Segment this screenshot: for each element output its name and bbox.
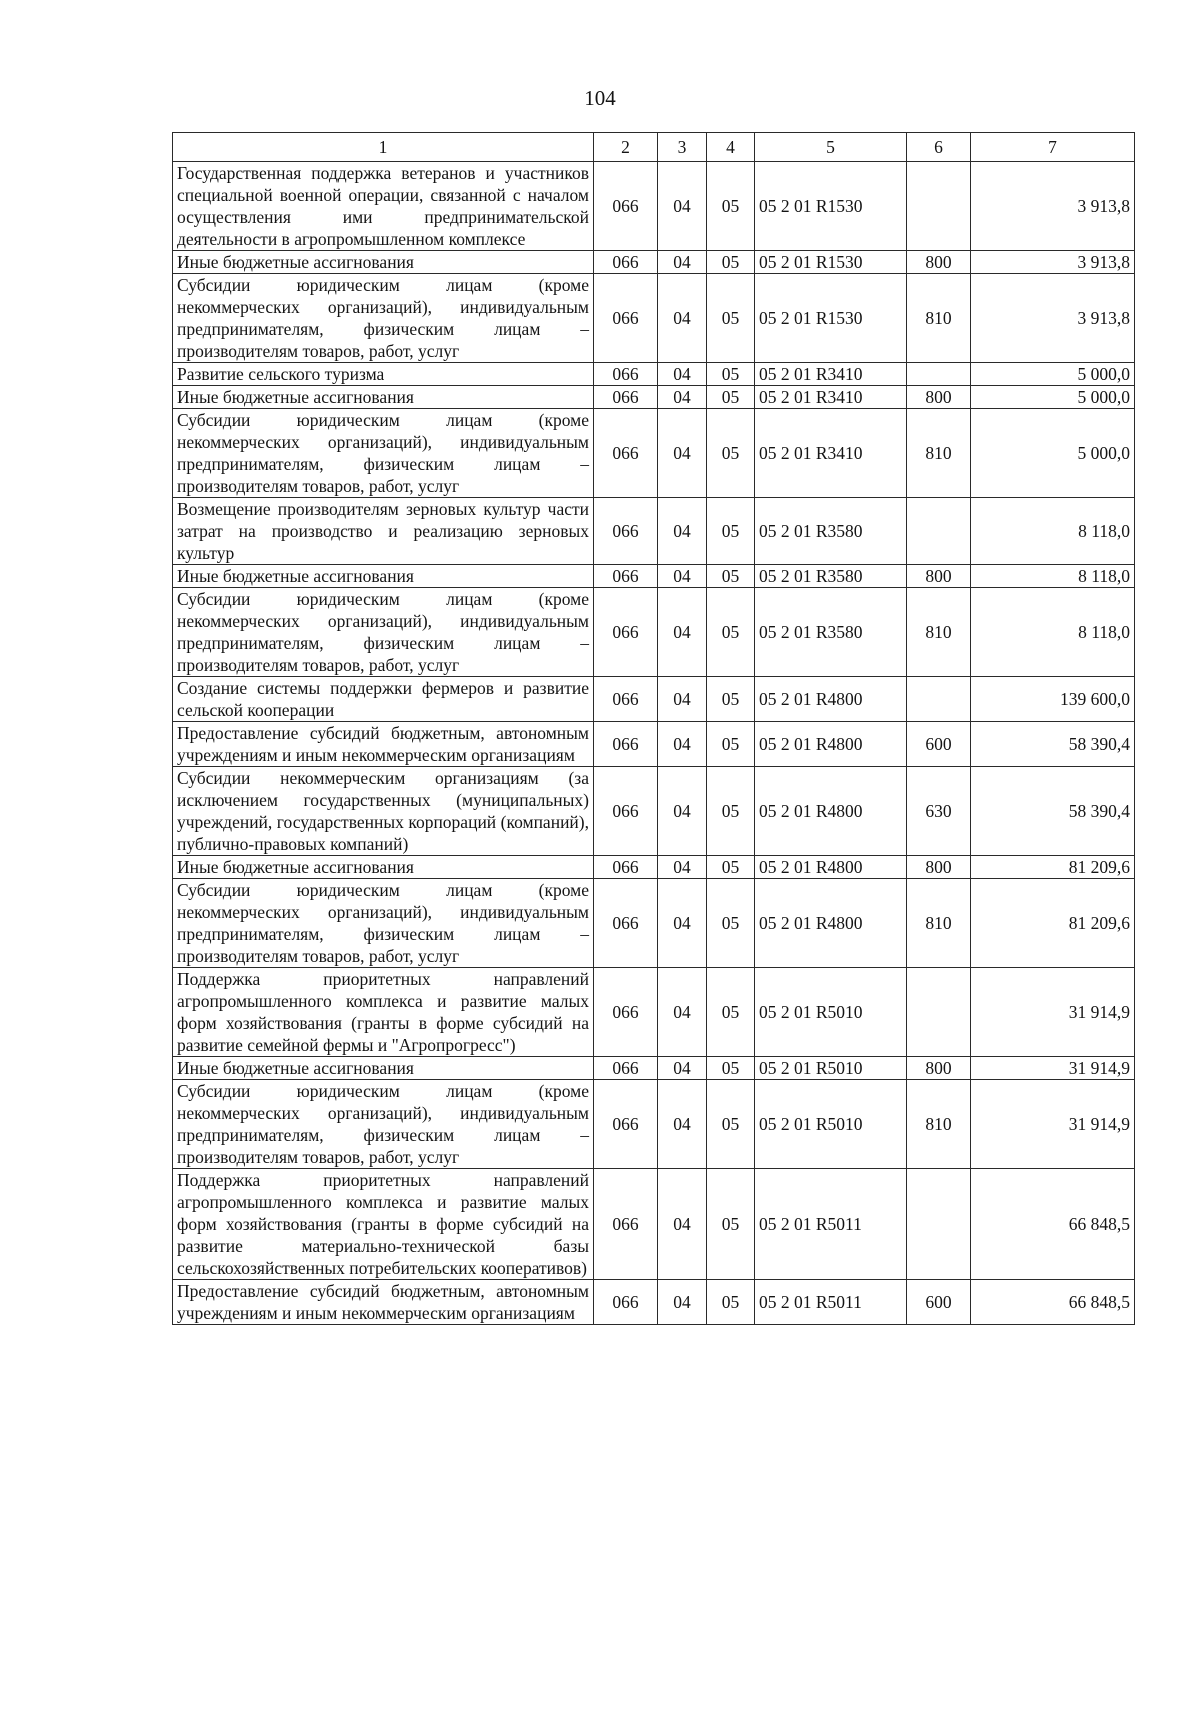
table-row xyxy=(173,1057,1135,1080)
cell-subsection: 05 xyxy=(707,1080,755,1169)
table-row xyxy=(173,1169,1135,1280)
row-name: Поддержка приоритетных направлений агропромышленного комплекса и развитие малых форм хозяйствования (гранты в форме субсидий на развитие материально-технической базы сельскохозяйственных потребительских кооперативов) xyxy=(173,1169,594,1280)
cell-target-article: 05 2 01 R4800 xyxy=(755,856,907,879)
row-name: Предоставление субсидий бюджетным, автономным учреждениям и иным некоммерческим организациям xyxy=(173,1280,594,1325)
cell-amount: 66 848,5 xyxy=(971,1169,1135,1280)
cell-subsection: 05 xyxy=(707,565,755,588)
cell-expense-type: 810 xyxy=(907,1080,971,1169)
table-row xyxy=(173,363,1135,386)
cell-amount: 8 118,0 xyxy=(971,588,1135,677)
budget-table xyxy=(172,132,1135,1325)
table-row xyxy=(173,565,1135,588)
cell-target-article: 05 2 01 R5010 xyxy=(755,1080,907,1169)
cell-section: 04 xyxy=(658,565,707,588)
cell-amount: 8 118,0 xyxy=(971,498,1135,565)
cell-subsection: 05 xyxy=(707,677,755,722)
cell-expense-type: 800 xyxy=(907,251,971,274)
row-name: Субсидии юридическим лицам (кроме некоммерческих организаций), индивидуальным предпринимателям, физическим лицам – производителям товаров, работ, услуг xyxy=(173,409,594,498)
cell-subsection: 05 xyxy=(707,251,755,274)
column-header-7: 7 xyxy=(971,133,1135,162)
cell-amount: 66 848,5 xyxy=(971,1280,1135,1325)
cell-target-article: 05 2 01 R3580 xyxy=(755,498,907,565)
cell-subsection: 05 xyxy=(707,968,755,1057)
cell-amount: 81 209,6 xyxy=(971,879,1135,968)
cell-amount: 3 913,8 xyxy=(971,162,1135,251)
cell-section: 04 xyxy=(658,1280,707,1325)
table-row xyxy=(173,1080,1135,1169)
cell-admin-code: 066 xyxy=(594,588,658,677)
cell-section: 04 xyxy=(658,274,707,363)
cell-amount: 3 913,8 xyxy=(971,251,1135,274)
cell-expense-type xyxy=(907,1169,971,1280)
cell-section: 04 xyxy=(658,879,707,968)
table-row xyxy=(173,274,1135,363)
cell-target-article: 05 2 01 R3410 xyxy=(755,363,907,386)
cell-target-article: 05 2 01 R5010 xyxy=(755,1057,907,1080)
row-name: Государственная поддержка ветеранов и участников специальной военной операции, связанной с началом осуществления ими предпринимательской деятельности в агропромышленном комплексе xyxy=(173,162,594,251)
cell-subsection: 05 xyxy=(707,1280,755,1325)
cell-amount: 139 600,0 xyxy=(971,677,1135,722)
cell-expense-type xyxy=(907,677,971,722)
cell-section: 04 xyxy=(658,363,707,386)
row-name: Возмещение производителям зерновых культур части затрат на производство и реализацию зерновых культур xyxy=(173,498,594,565)
cell-subsection: 05 xyxy=(707,1057,755,1080)
table-row xyxy=(173,409,1135,498)
cell-expense-type xyxy=(907,968,971,1057)
cell-admin-code: 066 xyxy=(594,722,658,767)
cell-subsection: 05 xyxy=(707,588,755,677)
cell-target-article: 05 2 01 R3410 xyxy=(755,409,907,498)
cell-target-article: 05 2 01 R4800 xyxy=(755,767,907,856)
cell-expense-type: 800 xyxy=(907,1057,971,1080)
table-row xyxy=(173,856,1135,879)
table-row xyxy=(173,251,1135,274)
cell-target-article: 05 2 01 R4800 xyxy=(755,677,907,722)
cell-target-article: 05 2 01 R4800 xyxy=(755,879,907,968)
cell-amount: 5 000,0 xyxy=(971,409,1135,498)
table-row xyxy=(173,677,1135,722)
row-name: Развитие сельского туризма xyxy=(173,363,594,386)
row-name: Иные бюджетные ассигнования xyxy=(173,251,594,274)
cell-amount: 58 390,4 xyxy=(971,722,1135,767)
cell-admin-code: 066 xyxy=(594,363,658,386)
cell-amount: 3 913,8 xyxy=(971,274,1135,363)
row-name: Субсидии некоммерческим организациям (за исключением государственных (муниципальных) учреждений, государственных корпораций (компаний), публично-правовых компаний) xyxy=(173,767,594,856)
cell-subsection: 05 xyxy=(707,162,755,251)
cell-subsection: 05 xyxy=(707,879,755,968)
table-row xyxy=(173,162,1135,251)
cell-amount: 8 118,0 xyxy=(971,565,1135,588)
page-number: 104 xyxy=(584,86,616,110)
cell-amount: 5 000,0 xyxy=(971,363,1135,386)
row-name: Субсидии юридическим лицам (кроме некоммерческих организаций), индивидуальным предпринимателям, физическим лицам – производителям товаров, работ, услуг xyxy=(173,588,594,677)
cell-expense-type: 800 xyxy=(907,856,971,879)
table-row xyxy=(173,879,1135,968)
cell-expense-type xyxy=(907,363,971,386)
row-name: Предоставление субсидий бюджетным, автономным учреждениям и иным некоммерческим организациям xyxy=(173,722,594,767)
cell-section: 04 xyxy=(658,968,707,1057)
cell-target-article: 05 2 01 R1530 xyxy=(755,274,907,363)
cell-target-article: 05 2 01 R1530 xyxy=(755,251,907,274)
cell-subsection: 05 xyxy=(707,856,755,879)
cell-admin-code: 066 xyxy=(594,565,658,588)
cell-expense-type: 810 xyxy=(907,588,971,677)
cell-subsection: 05 xyxy=(707,722,755,767)
cell-section: 04 xyxy=(658,162,707,251)
cell-amount: 31 914,9 xyxy=(971,1057,1135,1080)
cell-admin-code: 066 xyxy=(594,1080,658,1169)
cell-expense-type: 600 xyxy=(907,1280,971,1325)
cell-subsection: 05 xyxy=(707,1169,755,1280)
cell-amount: 5 000,0 xyxy=(971,386,1135,409)
table-row xyxy=(173,386,1135,409)
cell-expense-type: 810 xyxy=(907,274,971,363)
cell-expense-type xyxy=(907,162,971,251)
cell-section: 04 xyxy=(658,677,707,722)
row-name: Создание системы поддержки фермеров и развитие сельской кооперации xyxy=(173,677,594,722)
cell-admin-code: 066 xyxy=(594,498,658,565)
cell-admin-code: 066 xyxy=(594,409,658,498)
cell-admin-code: 066 xyxy=(594,1280,658,1325)
table-row xyxy=(173,498,1135,565)
cell-subsection: 05 xyxy=(707,498,755,565)
table-row xyxy=(173,722,1135,767)
cell-expense-type: 800 xyxy=(907,565,971,588)
cell-section: 04 xyxy=(658,1080,707,1169)
cell-section: 04 xyxy=(658,722,707,767)
cell-subsection: 05 xyxy=(707,274,755,363)
cell-admin-code: 066 xyxy=(594,274,658,363)
cell-admin-code: 066 xyxy=(594,162,658,251)
row-name: Иные бюджетные ассигнования xyxy=(173,386,594,409)
cell-target-article: 05 2 01 R5011 xyxy=(755,1169,907,1280)
cell-section: 04 xyxy=(658,588,707,677)
cell-section: 04 xyxy=(658,498,707,565)
column-header-1: 1 xyxy=(173,133,594,162)
row-name: Иные бюджетные ассигнования xyxy=(173,1057,594,1080)
cell-section: 04 xyxy=(658,1057,707,1080)
cell-admin-code: 066 xyxy=(594,251,658,274)
cell-section: 04 xyxy=(658,1169,707,1280)
cell-amount: 31 914,9 xyxy=(971,1080,1135,1169)
cell-target-article: 05 2 01 R1530 xyxy=(755,162,907,251)
row-name: Поддержка приоритетных направлений агропромышленного комплекса и развитие малых форм хозяйствования (гранты в форме субсидий на развитие семейной фермы и "Агропрогресс") xyxy=(173,968,594,1057)
cell-expense-type xyxy=(907,498,971,565)
cell-target-article: 05 2 01 R3410 xyxy=(755,386,907,409)
cell-subsection: 05 xyxy=(707,386,755,409)
cell-expense-type: 800 xyxy=(907,386,971,409)
cell-target-article: 05 2 01 R5011 xyxy=(755,1280,907,1325)
column-header-6: 6 xyxy=(907,133,971,162)
row-name: Иные бюджетные ассигнования xyxy=(173,856,594,879)
cell-amount: 31 914,9 xyxy=(971,968,1135,1057)
cell-subsection: 05 xyxy=(707,409,755,498)
row-name: Субсидии юридическим лицам (кроме некоммерческих организаций), индивидуальным предпринимателям, физическим лицам – производителям товаров, работ, услуг xyxy=(173,1080,594,1169)
table-row xyxy=(173,767,1135,856)
cell-subsection: 05 xyxy=(707,363,755,386)
cell-admin-code: 066 xyxy=(594,767,658,856)
cell-expense-type: 600 xyxy=(907,722,971,767)
table-row xyxy=(173,588,1135,677)
cell-amount: 58 390,4 xyxy=(971,767,1135,856)
cell-admin-code: 066 xyxy=(594,677,658,722)
column-header-5: 5 xyxy=(755,133,907,162)
column-header-2: 2 xyxy=(594,133,658,162)
cell-section: 04 xyxy=(658,386,707,409)
cell-target-article: 05 2 01 R3580 xyxy=(755,588,907,677)
cell-admin-code: 066 xyxy=(594,879,658,968)
cell-admin-code: 066 xyxy=(594,386,658,409)
cell-section: 04 xyxy=(658,856,707,879)
cell-section: 04 xyxy=(658,409,707,498)
cell-expense-type: 630 xyxy=(907,767,971,856)
cell-admin-code: 066 xyxy=(594,968,658,1057)
row-name: Субсидии юридическим лицам (кроме некоммерческих организаций), индивидуальным предпринимателям, физическим лицам – производителям товаров, работ, услуг xyxy=(173,879,594,968)
cell-admin-code: 066 xyxy=(594,1169,658,1280)
cell-admin-code: 066 xyxy=(594,856,658,879)
cell-section: 04 xyxy=(658,767,707,856)
cell-target-article: 05 2 01 R5010 xyxy=(755,968,907,1057)
column-header-3: 3 xyxy=(658,133,707,162)
table-header-row xyxy=(173,133,1135,162)
cell-subsection: 05 xyxy=(707,767,755,856)
row-name: Иные бюджетные ассигнования xyxy=(173,565,594,588)
table-row xyxy=(173,968,1135,1057)
cell-target-article: 05 2 01 R4800 xyxy=(755,722,907,767)
cell-admin-code: 066 xyxy=(594,1057,658,1080)
cell-section: 04 xyxy=(658,251,707,274)
cell-amount: 81 209,6 xyxy=(971,856,1135,879)
column-header-4: 4 xyxy=(707,133,755,162)
table-row xyxy=(173,1280,1135,1325)
cell-expense-type: 810 xyxy=(907,409,971,498)
cell-expense-type: 810 xyxy=(907,879,971,968)
row-name: Субсидии юридическим лицам (кроме некоммерческих организаций), индивидуальным предпринимателям, физическим лицам – производителям товаров, работ, услуг xyxy=(173,274,594,363)
cell-target-article: 05 2 01 R3580 xyxy=(755,565,907,588)
